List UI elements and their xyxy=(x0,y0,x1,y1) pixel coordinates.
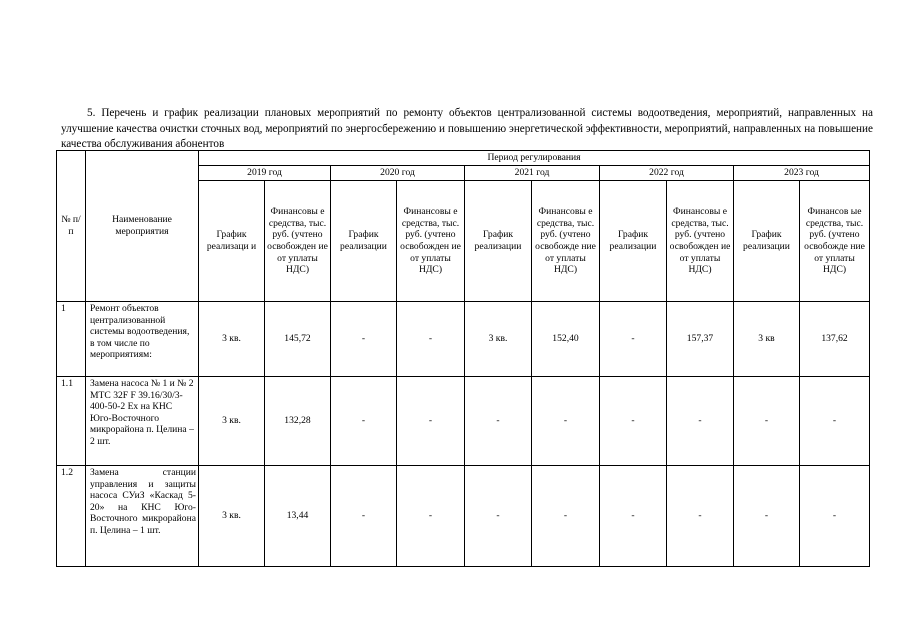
cell: 132,28 xyxy=(265,377,331,466)
plan-table xyxy=(56,150,870,567)
header-year: 2023 год xyxy=(734,166,870,181)
table-row xyxy=(57,302,870,377)
header-schedule: График реализаци и xyxy=(199,181,265,302)
header-schedule: График реализации xyxy=(734,181,800,302)
cell: - xyxy=(532,466,600,567)
cell: 3 кв. xyxy=(199,302,265,377)
header-year: 2022 год xyxy=(600,166,734,181)
cell: 152,40 xyxy=(532,302,600,377)
section-heading-text: 5. Перечень и график реализации плановых мероприятий по ремонту объектов централизованной системы водоотведения, мероприятий, направленных на улучшение качества очистки сточных вод, мероприятий по энергосбережению и повышению энергетической эффективности, мероприятий, направленных на повышение качества обслуживания абонентов xyxy=(61,107,873,151)
header-period: Период регулирования xyxy=(199,151,870,166)
header-schedule: График реализации xyxy=(331,181,397,302)
section-heading xyxy=(61,106,873,153)
cell: - xyxy=(734,466,800,567)
table-row xyxy=(57,377,870,466)
cell: 3 кв xyxy=(734,302,800,377)
cell: 145,72 xyxy=(265,302,331,377)
cell: - xyxy=(800,377,870,466)
header-year: 2020 год xyxy=(331,166,465,181)
header-finance: Финансовы е средства, тыс. руб. (учтено освобожден ие от уплаты НДС) xyxy=(265,181,331,302)
row-num: 1.1 xyxy=(57,377,86,466)
cell: - xyxy=(465,377,532,466)
cell: - xyxy=(600,302,667,377)
header-row-period xyxy=(57,151,870,166)
table-row xyxy=(57,466,870,567)
cell: 3 кв. xyxy=(199,377,265,466)
header-name: Наименование мероприятия xyxy=(86,151,199,302)
header-year: 2021 год xyxy=(465,166,600,181)
row-name: Замена насоса № 1 и № 2 МТС 32F F 39.16/30/3-400-50-2 Ex на КНС Юго-Восточного микрорайона п. Целина – 2 шт. xyxy=(86,377,199,466)
cell: - xyxy=(397,377,465,466)
cell: - xyxy=(734,377,800,466)
cell: 157,37 xyxy=(667,302,734,377)
row-num: 1.2 xyxy=(57,466,86,567)
cell: - xyxy=(532,377,600,466)
cell: - xyxy=(331,302,397,377)
header-schedule: График реализации xyxy=(465,181,532,302)
header-year: 2019 год xyxy=(199,166,331,181)
cell: - xyxy=(397,302,465,377)
header-finance: Финансовы е средства, тыс. руб. (учтено освобожден ие от уплаты НДС) xyxy=(667,181,734,302)
cell: - xyxy=(600,466,667,567)
cell: 3 кв. xyxy=(465,302,532,377)
cell: - xyxy=(465,466,532,567)
cell: 137,62 xyxy=(800,302,870,377)
header-num: № п/п xyxy=(57,151,86,302)
cell: 3 кв. xyxy=(199,466,265,567)
cell: - xyxy=(331,377,397,466)
cell: - xyxy=(331,466,397,567)
row-num: 1 xyxy=(57,302,86,377)
header-finance: Финансовы е средства, тыс. руб. (учтено освобожден ие от уплаты НДС) xyxy=(397,181,465,302)
cell: - xyxy=(800,466,870,567)
header-finance: Финансовы е средства, тыс. руб. (учтено освобожде ние от уплаты НДС) xyxy=(532,181,600,302)
row-name: Ремонт объектов централизованной системы водоотведения, в том числе по мероприятиям: xyxy=(86,302,199,377)
cell: 13,44 xyxy=(265,466,331,567)
header-schedule: График реализации xyxy=(600,181,667,302)
row-name: Замена станции управления и защиты насоса СУиЗ «Каскад 5-20» на КНС Юго-Восточного микрорайона п. Целина – 1 шт. xyxy=(86,466,199,567)
cell: - xyxy=(397,466,465,567)
cell: - xyxy=(667,466,734,567)
cell: - xyxy=(667,377,734,466)
header-finance: Финансов ые средства, тыс. руб. (учтено освобожде ние от уплаты НДС) xyxy=(800,181,870,302)
cell: - xyxy=(600,377,667,466)
